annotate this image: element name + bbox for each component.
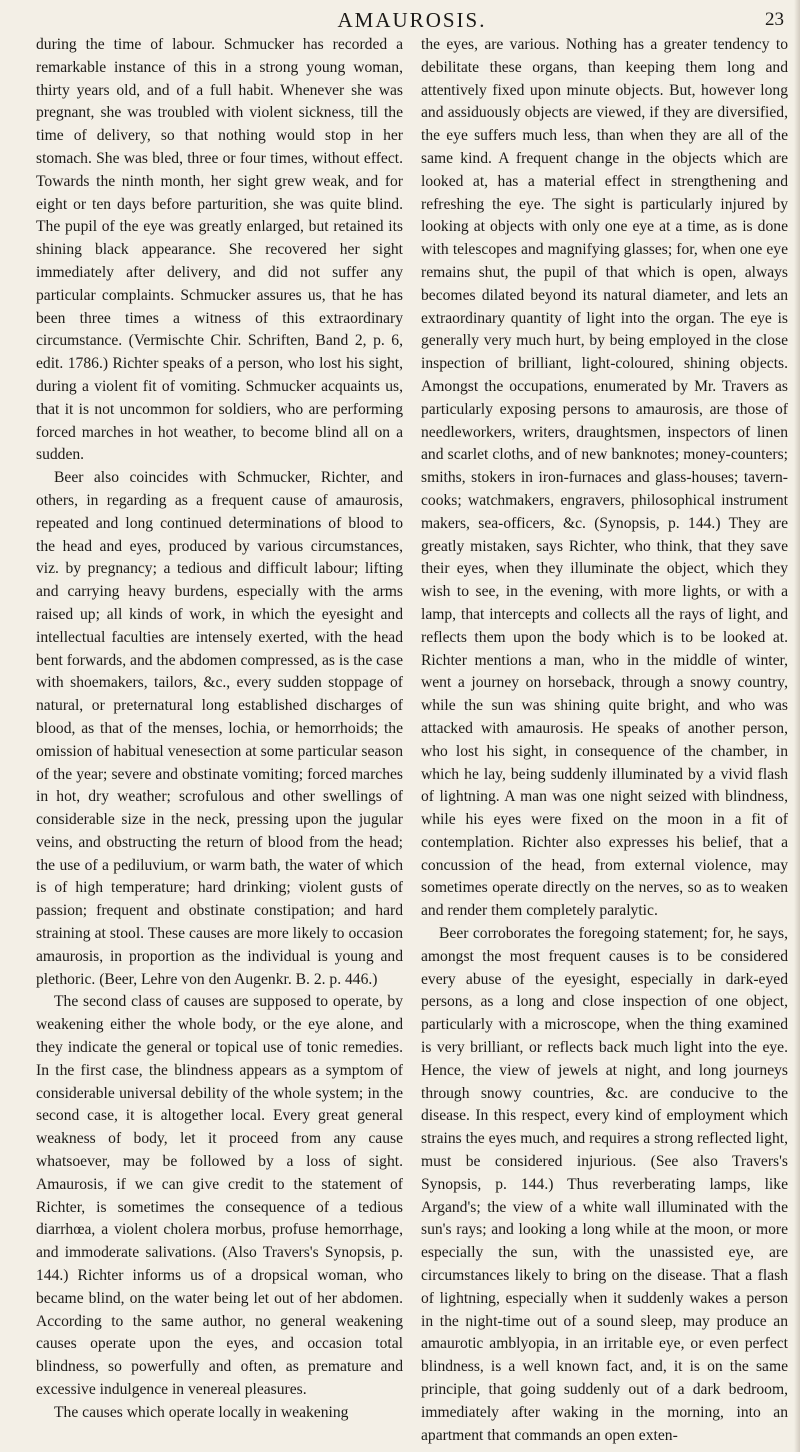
paragraph: during the time of labour. Schmucker has recorded a remarkable instance of this in a strong young woman, thirty years old, and of a full habit. Whenever she was pregnant, she was troubled with violent sickness, till the time of delivery, so that nothing would stop in her stomach. She was bled, three or four times, without effect. Towards the ninth month, her sight grew weak, and for eight or ten days before parturition, she was quite blind. The pupil of the eye was greatly enlarged, but retained its shining black appearance. She recovered her sight immediately after delivery, and did not suffer any particular complaints. Schmucker assures us, that he has been three times a witness of this extraordinary circumstance. (Vermischte Chir. Schriften, Band 2, p. 6, edit. 1786.) Richter speaks of a person, who lost his sight, during a violent fit of vomiting. Schmucker acquaints us, that it is not uncommon for soldiers, who are performing forced marches in hot weather, to become blind all on a sudden. (36, 36, 403, 464)
text-columns (36, 34, 788, 1447)
paragraph: Beer also coincides with Schmucker, Richter, and others, in regarding as a frequent cause of amaurosis, repeated and long continued determinations of blood to the head and eyes, produced by various circumstances, viz. by pregnancy; a tedious and difficult labour; lifting and carrying heavy burdens, especially with the arms raised up; all kinds of work, in which the eyesight and intellectual faculties are intensely exerted, with the head bent forwards, and the abdomen compressed, as is the case with shoemakers, tailors, &c., every sudden stoppage of natural, or preternatural long established discharges of blood, as that of the menses, lochia, or hemorrhoids; the omission of habitual venesection at some particular season of the year; severe and obstinate vomiting; forced marches in hot, dry weather; scrofulous and other swellings of considerable size in the neck, pressing upon the jugular veins, and obstructing the return of blood from the head; the use of a pediluvium, or warm bath, the water of which is of high temperature; hard drinking; violent gusts of passion; frequent and obstinate constipation; and hard straining at stool. These causes are more likely to occasion amaurosis, in proportion as the individual is young and plethoric. (Beer, Lehre von den Augenkr. B. 2. p. 446.) (36, 469, 403, 988)
page-header (36, 6, 788, 36)
running-title: AMAUROSIS. (337, 8, 487, 32)
left-column (36, 34, 403, 1447)
page-number: 23 (765, 9, 784, 30)
paragraph: the eyes, are various. Nothing has a greater tendency to debilitate these organs, than keeping them long and attentively fixed upon minute objects. But, however long and assiduously objects are viewed, if they are diversified, the eye suffers much less, than when they are all of the same kind. A frequent change in the objects which are looked at, has a material effect in strengthening and refreshing the eye. The sight is particularly injured by looking at objects with only one eye at a time, as is done with telescopes and magnifying glasses; for, when one eye remains shut, the pupil of that which is open, always becomes dilated beyond its natural diameter, and lets an extraordinary quantity of light into the organ. The eye is generally very much hurt, by being employed in the close inspection of brilliant, light-coloured, shining objects. Amongst the occupations, enumerated by Mr. Travers as particularly exposing persons to amaurosis, are those of needleworkers, writers, draughtsmen, inspectors of linen and scarlet cloths, and of new banknotes; money-counters; smiths, stokers in iron-furnaces and glass-houses; tavern-cooks; watchmakers, engravers, philosophical instrument makers, sea-officers, &c. (Synopsis, p. 144.) They are greatly mistaken, says Richter, who think, that they save their eyes, when they illuminate the object, which they wish to see, in the evening, with more lights, or with a lamp, that intercepts and collects all the rays of light, and reflects them upon the body which is to be looked at. Richter mentions a man, who in the middle of winter, went a journey on horseback, through a snowy country, while the sun was shining quite bright, and who was attacked with amaurosis. He speaks of another person, who lost his sight, in consequence of the chamber, in which he lay, being suddenly illuminated by a vivid flash of lightning. A man was one night seized with blindness, while his eyes were fixed on the moon in a fit of contemplation. Richter also expresses his belief, that a concussion of the head, from external violence, may sometimes operate directly on the nerves, so as to weaken and render them completely paralytic. (421, 36, 788, 920)
right-column (421, 34, 788, 1447)
paragraph: The causes which operate locally in weakening (54, 1403, 349, 1421)
paragraph: Beer corroborates the foregoing statement; for, he says, amongst the most frequent causes is to be considered every abuse of the eyesight, especially in dark-eyed persons, as a long and close inspection of one object, particularly with a microscope, when the thing examined is very brilliant, or reflects back much light into the eye. Hence, the view of jewels at night, and long journeys through snowy countries, &c. are conducive to the disease. In this respect, every kind of employment which strains the eyes much, and requires a strong reflected light, must be considered injurious. (See also Travers's Synopsis, p. 144.) Thus reverberating lamps, like Argand's; the view of a white wall illuminated with the sun's rays; and looking a long while at the moon, or more especially the sun, with the unassisted eye, are circumstances likely to bring on the disease. That a flash of lightning, especially when it suddenly wakes a person in the night-time out of a sound sleep, may produce an amaurotic amblyopia, in an irritable eye, or even perfect blindness, is a well known fact, and, it is on the same principle, that going suddenly out of a dark bedroom, immediately after waking in the morning, into an apartment that commands an open exten- (421, 925, 788, 1444)
page-edge-shadow (794, 0, 800, 1452)
paragraph: The second class of causes are supposed to operate, by weakening either the whole body, or the eye alone, and they indicate the general or topical use of tonic remedies. In the first case, the blindness appears as a symptom of considerable universal debility of the whole system; in the second case, it is altogether local. Every great general weakness of body, let it proceed from any cause whatsoever, may be followed by a loss of sight. Amaurosis, if we can give credit to the statement of Richter, is sometimes the consequence of a tedious diarrhœa, a violent cholera morbus, profuse hemorrhage, and immoderate salivations. (Also Travers's Synopsis, p. 144.) Richter informs us of a dropsical woman, who became blind, on the water being let out of her abdomen. According to the same author, no general weakening causes operate upon the eyes, and occasion total blindness, so powerfully and often, as premature and excessive indulgence in venereal pleasures. (36, 993, 403, 1399)
